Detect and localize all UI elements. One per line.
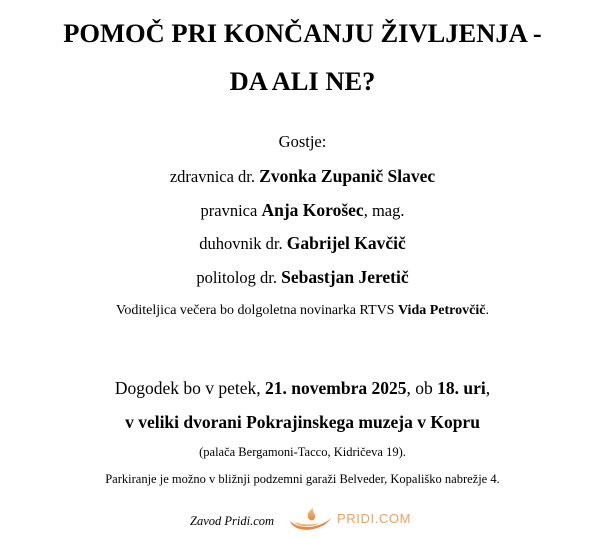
event-mid: , ob [406, 378, 433, 398]
flame-lamp-logo-icon [286, 507, 332, 535]
guest-role: duhovnik dr. [199, 234, 283, 253]
event-prefix: Dogodek bo v petek, [114, 378, 261, 398]
guest-role: pravnica [200, 201, 258, 220]
guest-name: Sebastjan Jeretič [281, 267, 409, 287]
guest-name: Gabrijel Kavčič [286, 233, 406, 253]
guest-role: zdravnica dr. [169, 167, 256, 186]
title-line-2: DA ALI NE? [229, 66, 376, 96]
event-date-line [0, 380, 605, 398]
guest-line [0, 269, 605, 287]
event-address: (palača Bergamoni-Tacco, Kidričeva 19). [199, 445, 406, 459]
moderator-end: . [485, 303, 489, 318]
moderator-name: Vida Petrovčič [397, 303, 486, 318]
moderator-text: Voditeljica večera bo dolgoletna novinarka RTVS [116, 303, 395, 318]
guest-role: politolog dr. [196, 268, 278, 287]
title-line-1: POMOČ PRI KONČANJU ŽIVLJENJA - [63, 18, 542, 48]
guest-suffix: , mag. [363, 201, 405, 220]
event-date: 21. novembra 2025 [265, 378, 407, 398]
guest-name: Zvonka Zupanič Slavec [259, 166, 436, 186]
parking-info: Parkiranje je možno v bližnji podzemni garaži Belveder, Kopališko nabrežje 4. [105, 472, 500, 486]
guests-heading: Gostje: [278, 132, 327, 151]
brand-name: PRIDI.COM [337, 511, 412, 526]
organizer-name: Zavod Pridi.com [190, 514, 275, 528]
event-venue: v veliki dvorani Pokrajinskega muzeja v Kopru [125, 412, 480, 432]
event-end: , [485, 378, 491, 398]
moderator-line [0, 304, 605, 318]
guest-line [0, 202, 605, 220]
event-time: 18. uri [437, 378, 486, 398]
guest-line [0, 168, 605, 186]
guest-line [0, 235, 605, 253]
footer [0, 507, 605, 535]
guest-name: Anja Korošec [261, 200, 364, 220]
